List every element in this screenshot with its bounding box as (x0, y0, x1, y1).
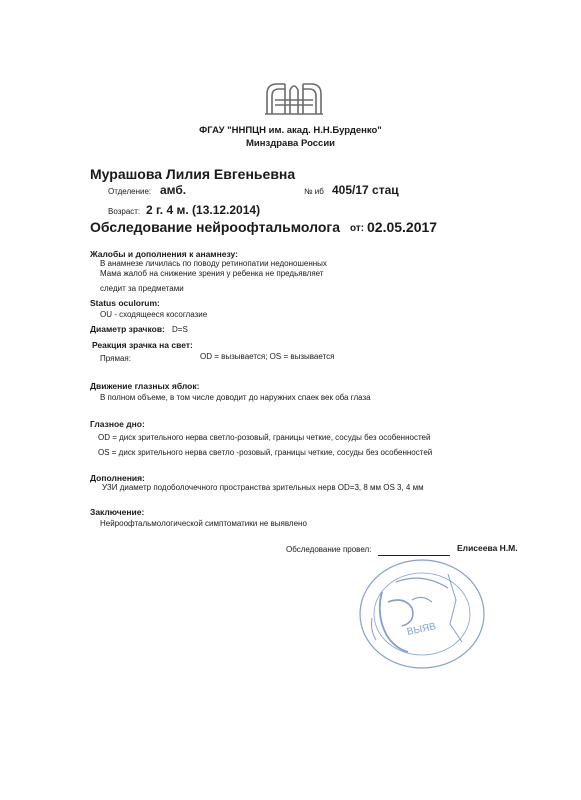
ministry-name: Минздрава России (246, 138, 335, 149)
fundus-os: OS = диск зрительного нерва светло -розовый, границы четкие, сосуды без особенностей (98, 448, 433, 457)
movement-heading: Движение глазных яблок: (90, 381, 200, 391)
institute-logo (263, 80, 325, 116)
conclusion-heading: Заключение: (90, 507, 145, 517)
official-stamp (352, 552, 492, 672)
additions-line: УЗИ диаметр подоболочечного пространства зрительных нерв OD=3, 8 мм OS 3, 4 мм (102, 483, 424, 492)
exam-date-label: от: (350, 223, 365, 234)
stamp-text: ВЫЯВ (405, 621, 438, 638)
exam-date-value: 02.05.2017 (367, 219, 438, 235)
status-line: OU - сходящееся косоглазие (100, 310, 208, 319)
record-number-label: № иб (304, 187, 324, 196)
age-value: 2 г. 4 м. (13.12.2014) (146, 203, 261, 217)
complaints-line: В анамнезе личилась по поводу ретинопатии недоношенных (100, 259, 327, 268)
fundus-od: OD = диск зрительного нерва светло-розовый, границы четкие, сосуды без особенностей (98, 433, 431, 442)
reaction-heading: Реакция зрачка на свет: (92, 340, 193, 350)
conclusion-line: Нейроофтальмологической симптоматики не выявлено (100, 519, 307, 528)
complaints-heading: Жалобы и дополнения к анамнезу: (90, 249, 238, 259)
reaction-direct-value: OD = вызывается; OS = вызывается (200, 352, 335, 361)
additions-heading: Дополнения: (90, 473, 145, 483)
pupils-heading: Диаметр зрачков: (90, 324, 165, 334)
status-heading: Status oculorum: (90, 298, 160, 308)
complaints-line: Мама жалоб на снижение зрения у ребенка не предьявляет (100, 269, 324, 278)
complaints-line: следит за предметами (100, 284, 184, 293)
signature-label: Обследование провел: (286, 545, 372, 554)
exam-title: Обследование нейроофтальмолога (90, 219, 340, 235)
age-label: Возраст: (108, 207, 141, 216)
pupils-value: D=S (172, 325, 188, 334)
fundus-heading: Глазное дно: (90, 419, 145, 429)
reaction-direct-label: Прямая: (100, 354, 131, 363)
department-label: Отделение: (108, 187, 152, 196)
signature-name: Елисеева Н.М. (457, 543, 518, 553)
organization-name: ФГАУ "ННПЦН им. акад. Н.Н.Бурденко" (199, 125, 382, 136)
record-number-value: 405/17 стац (332, 183, 399, 197)
patient-name: Мурашова Лилия Евгеньевна (90, 166, 296, 182)
department-value: амб. (160, 183, 187, 197)
movement-line: В полном объеме, в том числе доводит до наружних спаек век оба глаза (100, 393, 371, 402)
